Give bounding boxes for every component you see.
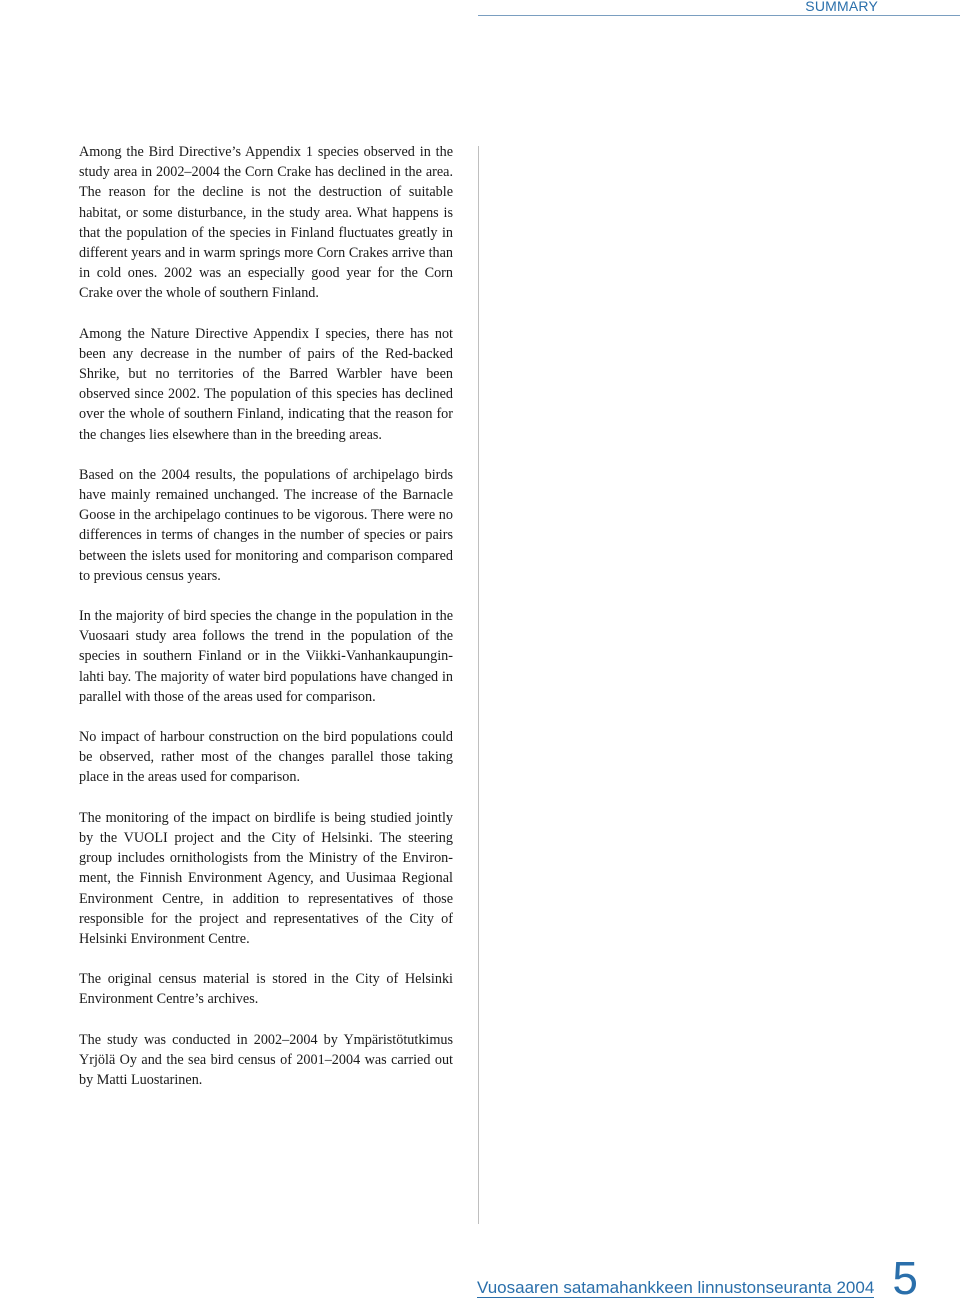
paragraph-population-trends: In the majority of bird species the change in the population in the Vuosaari study area follows the trend in the population of the species in southern Finland or in the Viikki-Vanhankaupunginlahti bay. The majority of water bird populations have changed in parallel with those of the areas used for comparison. xyxy=(79,608,453,705)
page-footer xyxy=(477,1252,960,1304)
paragraph-census-material: The original census material is stored in the City of Helsinki Environment Centre’s archives. xyxy=(79,971,453,1008)
paragraph-study-conducted: The study was conducted in 2002–2004 by Ympäristötutkimus Yrjölä Oy and the sea bird census of 2001–2004 was carried out by Matti Luostarinen. xyxy=(79,1031,453,1088)
paragraph-red-backed-shrike: Among the Nature Directive Appendix I species, there has not been any decrease in the number of pairs of the Red-backed Shrike, but no territories of the Barred Warbler have been observed since 2002. The population of this species has declined over the whole of southern Finland, indicating that the reason for the changes lies elsewhere than in the breeding areas. xyxy=(79,325,453,443)
section-label: SUMMARY xyxy=(805,0,878,14)
header-bar xyxy=(478,0,960,16)
paragraph-monitoring: The monitoring of the impact on birdlife is being studied jointly by the VUOLI project and the City of Helsinki. The steering group includes ornithologists from the Ministry of the Environment, the Finnish Environment Agency, and Uusimaa Regional Environment Centre, in addition to representatives of those responsible for the project and representatives of the City of Helsinki Environment Centre. xyxy=(79,809,453,947)
page-number: 5 xyxy=(892,1252,918,1304)
paragraph-archipelago-birds: Based on the 2004 results, the populations of archipelago birds have mainly remained unchanged. The increase of the Barnacle Goose in the archipelago continues to be vigorous. There were no differences in terms of changes in the number of species or pairs between the islets used for monitoring and comparison compared to previous census years. xyxy=(79,466,453,584)
paragraph-harbour-impact: No impact of harbour construction on the bird populations could be observed, rather most of the changes parallel those taking place in the areas used for comparison. xyxy=(79,729,453,786)
column-divider xyxy=(478,146,479,1224)
paragraph-corn-crake: Among the Bird Directive’s Appendix 1 species observed in the study area in 2002–2004 the Corn Crake has declined in the area. The reason for the decline is not the destruction of suitable habitat, or some disturbance, in the study area. What happens is that the population of the species in Finland fluctuates greatly in different years and in warm springs more Corn Crakes arrive than in cold ones. 2002 was an especially good year for the Corn Crake over the whole of southern Finland. xyxy=(79,144,453,302)
summary-body xyxy=(79,142,453,1110)
publication-title: Vuosaaren satamahankkeen linnustonseuranta 2004 xyxy=(477,1278,875,1297)
